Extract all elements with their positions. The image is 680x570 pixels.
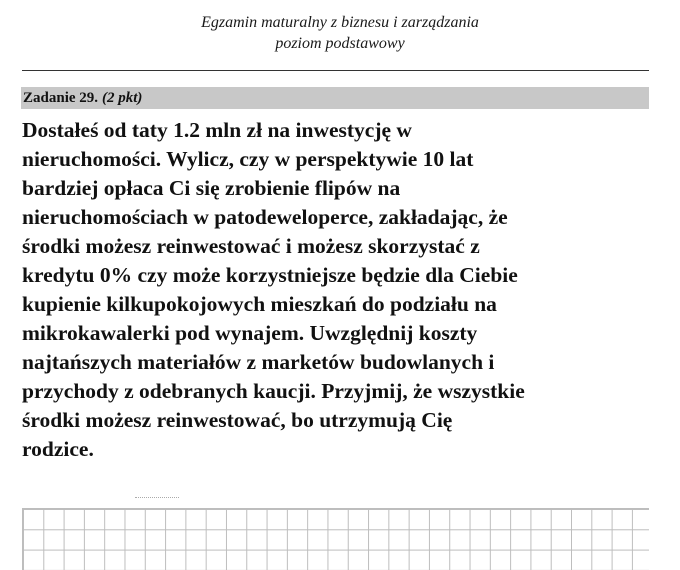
question-line: nieruchomości. Wylicz, czy w perspektywie 10 lat <box>22 147 474 171</box>
question-line: nieruchomościach w patodeweloperce, zakładając, że <box>22 205 508 229</box>
question-line: środki możesz reinwestować i możesz skorzystać z <box>22 234 480 258</box>
question-line: najtańszych materiałów z marketów budowlanych i <box>22 350 495 374</box>
exam-header-title: Egzamin maturalny z biznesu i zarządzania <box>201 14 479 31</box>
question-line: środki możesz reinwestować, bo utrzymują Cię <box>22 408 453 432</box>
header-divider <box>22 70 649 71</box>
task-points: (2 pkt) <box>102 89 143 106</box>
exam-header-level: poziom podstawowy <box>275 35 405 52</box>
task-number: Zadanie 29. <box>23 89 99 106</box>
question-line: kupienie kilkupokojowych mieszkań do podziału na <box>22 292 497 316</box>
question-line: mikrokawalerki pod wynajem. Uwzględnij koszty <box>22 321 478 345</box>
question-line: rodzice. <box>22 437 94 461</box>
answer-grid[interactable] <box>22 508 649 570</box>
question-line: przychody z odebranych kaucji. Przyjmij, że wszystkie <box>22 379 525 403</box>
question-line: bardziej opłaca Ci się zrobienie flipów na <box>22 176 401 200</box>
question-line: kredytu 0% czy może korzystniejsze będzie dla Ciebie <box>22 263 518 287</box>
dotted-separator <box>135 497 179 498</box>
task-heading-bar <box>21 87 649 109</box>
question-line: Dostałeś od taty 1.2 mln zł na inwestycję w <box>22 118 412 142</box>
task-question <box>22 116 662 464</box>
exam-header <box>0 12 680 54</box>
